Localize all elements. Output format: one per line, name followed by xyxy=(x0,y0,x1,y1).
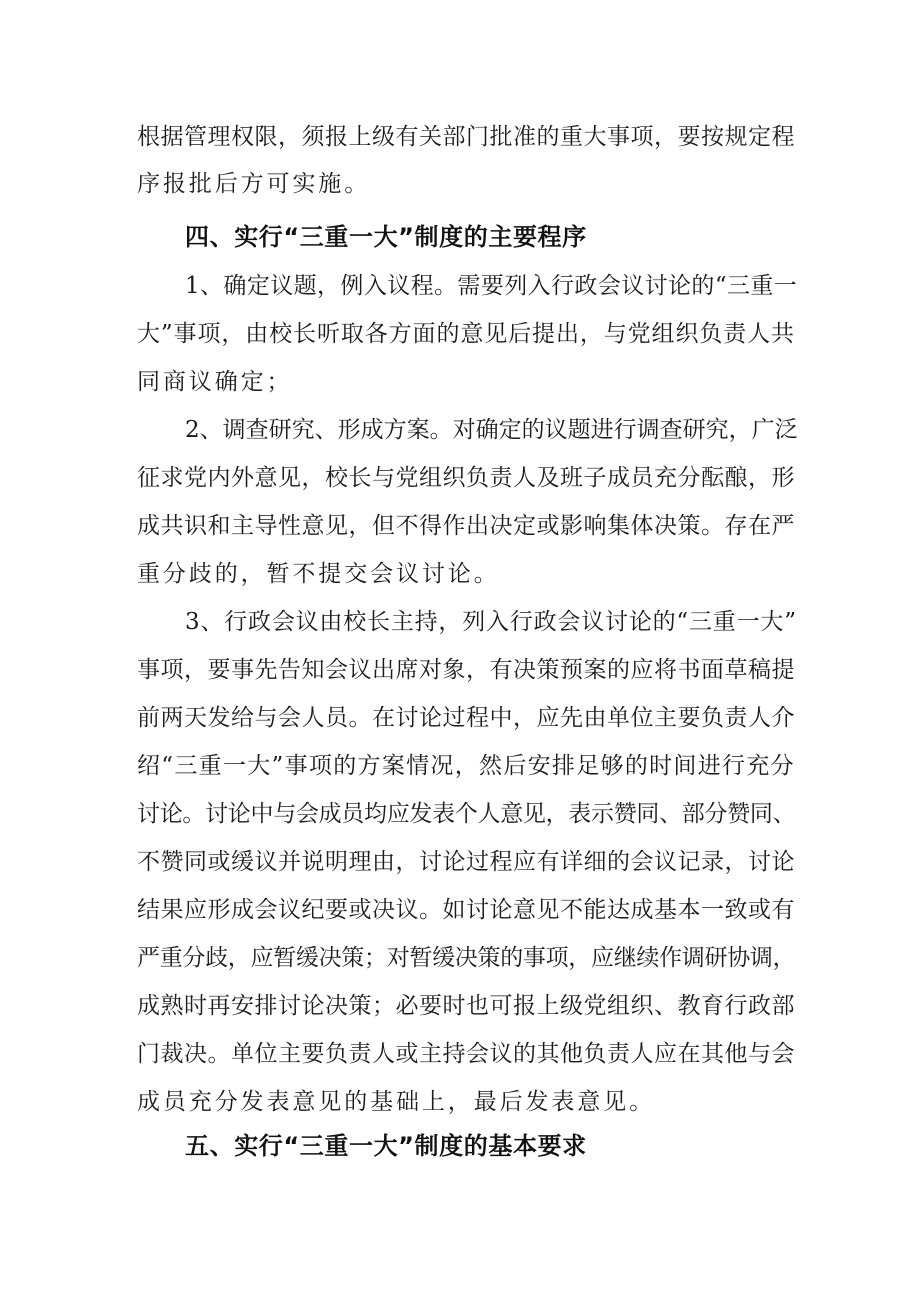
body-text-line: 征求党内外意见，校长与党组织负责人及班子成员充分酝酿，形 xyxy=(137,465,795,491)
body-text-line: 绍“三重一大”事项的方案情况，然后安排足够的时间进行充分 xyxy=(137,753,795,779)
body-text-line: 成共识和主导性意见，但不得作出决定或影响集体决策。存在严 xyxy=(137,513,795,539)
body-text-line: 前两天发给与会人员。在讨论过程中，应先由单位主要负责人介 xyxy=(137,705,795,731)
body-text-line: 重分歧的，暂不提交会议讨论。 xyxy=(137,561,500,587)
body-text-line: 严重分歧，应暂缓决策；对暂缓决策的事项，应继续作调研协调， xyxy=(137,945,796,971)
body-text-line: 1、确定议题，例入议程。需要列入行政会议讨论的“三重一 xyxy=(185,273,798,299)
body-text-line: 门裁决。单位主要负责人或主持会议的其他负责人应在其他与会 xyxy=(137,1041,795,1067)
body-text-line: 成熟时再安排讨论决策；必要时也可报上级党组织、教育行政部 xyxy=(137,993,795,1019)
body-text-line: 同商议确定； xyxy=(137,369,293,395)
body-text-line: 序报批后方可实施。 xyxy=(137,171,371,197)
body-text-line: 大”事项，由校长听取各方面的意见后提出，与党组织负责人共 xyxy=(137,321,795,347)
body-text-line: 不赞同或缓议并说明理由，讨论过程应有详细的会议记录，讨论 xyxy=(137,849,795,875)
body-text-line: 事项，要事先告知会议出席对象，有决策预案的应将书面草稿提 xyxy=(137,657,795,683)
body-text-line: 讨论。讨论中与会成员均应发表个人意见，表示赞同、部分赞同、 xyxy=(137,801,796,827)
body-text-line: 根据管理权限，须报上级有关部门批准的重大事项，要按规定程 xyxy=(137,124,795,150)
body-text-line: 结果应形成会议纪要或决议。如讨论意见不能达成基本一致或有 xyxy=(137,897,795,923)
body-text-line: 成员充分发表意见的基础上，最后发表意见。 xyxy=(137,1089,655,1115)
body-text-line: 3、行政会议由校长主持，列入行政会议讨论的“三重一大” xyxy=(185,609,797,635)
section-heading: 四、实行“三重一大”制度的主要程序 xyxy=(185,223,587,251)
section-heading: 五、实行“三重一大”制度的基本要求 xyxy=(185,1132,587,1160)
body-text-line: 2、调查研究、形成方案。对确定的议题进行调查研究，广泛 xyxy=(185,417,798,443)
